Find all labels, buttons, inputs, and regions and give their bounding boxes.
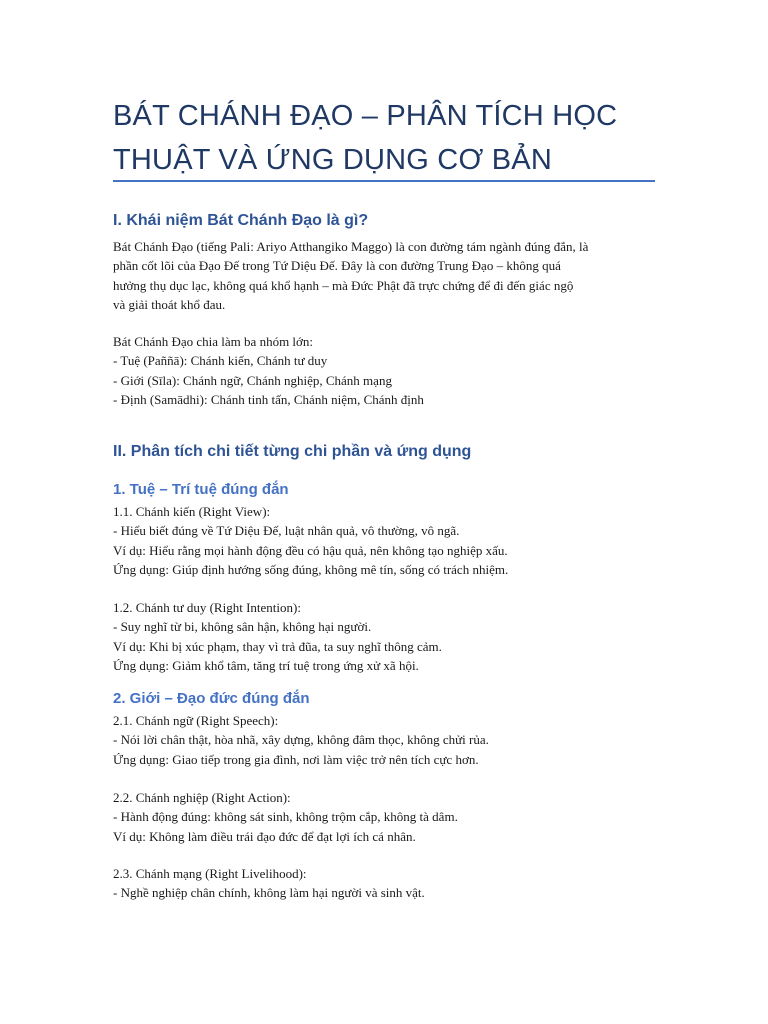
paragraph-line: Bát Chánh Đạo chia làm ba nhóm lớn: [113, 334, 314, 349]
section-heading-2: II. Phân tích chi tiết từng chi phần và ứng dụng [113, 443, 472, 460]
paragraph-line: - Hiểu biết đúng về Tứ Diệu Đế, luật nhân quả, vô thường, vô ngã. [113, 523, 460, 539]
subsection-heading-1: 1. Tuệ – Trí tuệ đúng đắn [113, 481, 289, 498]
paragraph-line: Ứng dụng: Giao tiếp trong gia đình, nơi làm việc trở nên tích cực hơn. [113, 751, 479, 767]
paragraph-line: - Nói lời chân thật, hòa nhã, xây dựng, không đâm thọc, không chửi rủa. [113, 732, 489, 748]
item-title: 1.1. Chánh kiến (Right View): [113, 504, 271, 519]
item-1-1-paragraph [113, 502, 655, 579]
paragraph-line: Ví dụ: Không làm điều trái đạo đức để đạt lợi ích cá nhân. [113, 828, 416, 844]
list-item: - Giới (Sīla): Chánh ngữ, Chánh nghiệp, Chánh mạng [113, 372, 392, 388]
item-2-2-paragraph [113, 788, 655, 846]
paragraph-line: Ví dụ: Khi bị xúc phạm, thay vì trả đũa, ta suy nghĩ thông cảm. [113, 638, 442, 654]
item-2-1-paragraph [113, 711, 655, 769]
paragraph-line: - Hành động đúng: không sát sinh, không trộm cắp, không tà dâm. [113, 809, 458, 825]
item-title: 2.3. Chánh mạng (Right Livelihood): [113, 866, 307, 881]
paragraph-line: Ứng dụng: Giúp định hướng sống đúng, không mê tín, sống có trách nhiệm. [113, 561, 509, 577]
title-line: BÁT CHÁNH ĐẠO – PHÂN TÍCH HỌC [113, 100, 618, 132]
paragraph-line: - Nghề nghiệp chân chính, không làm hại người và sinh vật. [113, 885, 425, 901]
item-1-2-paragraph [113, 598, 655, 675]
paragraph-line: - Suy nghĩ từ bi, không sân hận, không hại người. [113, 619, 372, 635]
list-item: - Tuệ (Paññā): Chánh kiến, Chánh tư duy [113, 353, 328, 369]
section1-groups-paragraph [113, 332, 655, 409]
paragraph-line: và giải thoát khổ đau. [113, 296, 226, 312]
section1-intro-paragraph [113, 237, 655, 314]
paragraph-line: hưởng thụ dục lạc, không quá khổ hạnh – mà Đức Phật đã trực chứng để đi đến giác ngộ [113, 277, 574, 293]
item-2-3-paragraph [113, 864, 655, 903]
paragraph-line: Ứng dụng: Giảm khổ tâm, tăng trí tuệ trong ứng xử xã hội. [113, 657, 419, 673]
paragraph-line: Ví dụ: Hiểu rằng mọi hành động đều có hậu quả, nên không tạo nghiệp xấu. [113, 542, 508, 558]
paragraph-line: phần cốt lõi của Đạo Đế trong Tứ Diệu Đế. Đây là con đường Trung Đạo – không quá [113, 258, 561, 274]
paragraph-line: Bát Chánh Đạo (tiếng Pali: Ariyo Atthangiko Maggo) là con đường tám ngành đúng đắn, là [113, 239, 589, 254]
item-title: 2.2. Chánh nghiệp (Right Action): [113, 790, 291, 805]
subsection-heading-2: 2. Giới – Đạo đức đúng đắn [113, 690, 310, 707]
section-heading-1: I. Khái niệm Bát Chánh Đạo là gì? [113, 212, 369, 229]
title-underline [113, 180, 655, 182]
item-title: 2.1. Chánh ngữ (Right Speech): [113, 713, 279, 728]
document-title [113, 94, 655, 182]
title-line: THUẬT VÀ ỨNG DỤNG CƠ BẢN [113, 144, 552, 176]
item-title: 1.2. Chánh tư duy (Right Intention): [113, 600, 301, 615]
list-item: - Định (Samādhi): Chánh tinh tấn, Chánh niệm, Chánh định [113, 391, 424, 407]
